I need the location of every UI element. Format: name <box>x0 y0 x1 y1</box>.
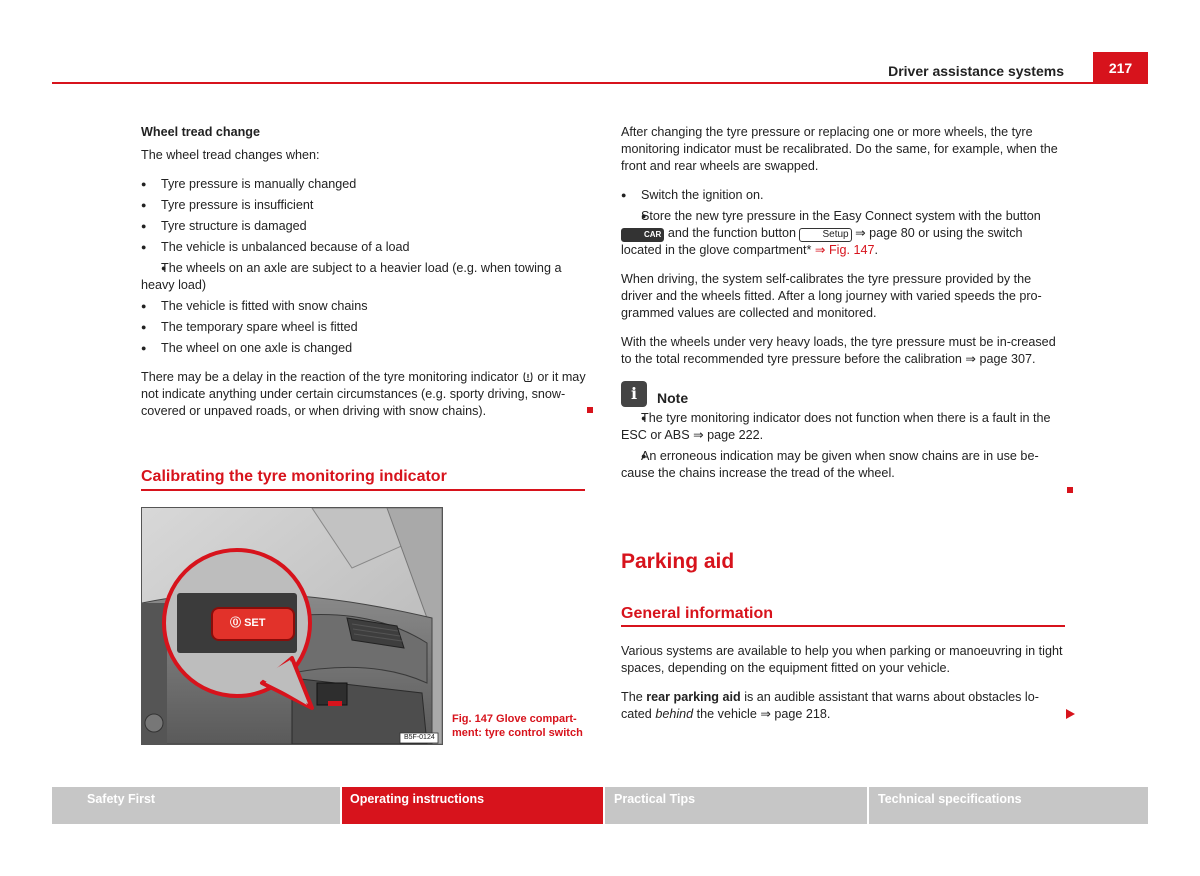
car-key-icon: CAR <box>621 228 664 242</box>
list-item: ● Tyre pressure is manually changed <box>141 176 586 193</box>
note-list <box>621 410 1066 482</box>
continue-arrow-icon <box>1066 709 1075 719</box>
section-end-marker <box>1067 487 1073 493</box>
parking-systems-paragraph: Various systems are available to help you when parking or manoeuvring in tight spaces, depending on the equipment fitted on your vehicle. <box>621 644 1063 675</box>
heavy-load-paragraph: With the wheels under very heavy loads, the tyre pressure must be in-creased to the total recommended tyre pressure before the calibration ⇒ page 307. <box>621 335 1056 366</box>
info-icon: i <box>621 381 647 407</box>
recalibration-paragraph: After changing the tyre pressure or replacing one or more wheels, the tyre monitoring indicator must be recalibrated. Do the same, for example, when the front and rear wheels are swapped. <box>621 125 1058 173</box>
note-header <box>621 380 1066 407</box>
list-item: ● Tyre pressure is insufficient <box>141 197 586 214</box>
calibrating-section-rule <box>141 489 585 491</box>
rear-parking-aid-paragraph: The rear parking aid is an audible assistant that warns about obstacles lo-cated behind the vehicle ⇒ page 218. <box>621 690 1039 721</box>
list-item: ● Store the new tyre pressure in the Easy Connect system with the button CAR and the function button Setup ⇒ page 80 or using the switch located in the glove compartment* ⇒ Fig. 147. <box>621 208 1066 259</box>
general-information-title: General information <box>621 605 774 622</box>
page-number: 217 <box>1093 52 1148 84</box>
tab-safety-first[interactable]: Safety First <box>52 787 340 824</box>
list-item: ● An erroneous indication may be given when snow chains are in use be-cause the chains increase the tread of the wheel. <box>621 448 1066 482</box>
wheel-tread-intro: The wheel tread changes when: <box>141 148 320 162</box>
left-column <box>141 124 586 432</box>
dashboard-illustration <box>142 508 442 744</box>
parking-aid-title: Parking aid <box>621 550 735 573</box>
note-label: Note <box>657 390 689 406</box>
right-column <box>621 124 1066 494</box>
tyre-set-button-label: ⓪ SET <box>230 617 266 629</box>
delay-paragraph: There may be a delay in the reaction of the tyre monitoring indicator or it may not indicate anything under certain circumstances (e.g. sporty driving, snow-covered or unpaved roads, or when driving with snow chains). <box>141 370 586 418</box>
figure-caption: Fig. 147 Glove compart- ment: tyre control switch <box>452 713 583 739</box>
parking-aid-body <box>621 643 1066 735</box>
header-rule <box>52 82 1148 84</box>
tyre-warning-icon <box>522 371 534 383</box>
list-item: ● The wheel on one axle is changed <box>141 340 586 357</box>
tab-operating-instructions[interactable]: Operating instructions <box>342 787 603 824</box>
wheel-tread-heading: Wheel tread change <box>141 125 260 139</box>
calibrating-section-title: Calibrating the tyre monitoring indicator <box>141 468 447 485</box>
list-item: ● The wheels on an axle are subject to a heavier load (e.g. when towing a heavy load) <box>141 260 586 294</box>
wheel-tread-list <box>141 176 586 357</box>
tyre-indicator-icon: ⓪ <box>230 617 241 629</box>
section-end-marker <box>587 407 593 413</box>
tab-technical-specifications[interactable]: Technical specifications <box>869 787 1148 824</box>
figure-reference-link[interactable]: ⇒ Fig. 147 <box>814 243 875 257</box>
list-item: ● Switch the ignition on. <box>621 187 1066 204</box>
general-information-rule <box>621 625 1065 627</box>
list-item: ● The tyre monitoring indicator does not function when there is a fault in the ESC or ABS ⇒ page 222. <box>621 410 1066 444</box>
list-item: ● The temporary spare wheel is fitted <box>141 319 586 336</box>
glove-compartment-figure <box>141 507 443 745</box>
running-header-title: Driver assistance systems <box>888 63 1064 79</box>
tab-practical-tips[interactable]: Practical Tips <box>605 787 867 824</box>
list-item: ● The vehicle is unbalanced because of a load <box>141 239 586 256</box>
list-item: ● The vehicle is fitted with snow chains <box>141 298 586 315</box>
list-item: ● Tyre structure is damaged <box>141 218 586 235</box>
calibration-steps-list <box>621 187 1066 259</box>
image-code-label: B5F-0124 <box>404 734 435 741</box>
setup-key-icon: Setup <box>799 228 851 242</box>
self-calibration-paragraph: When driving, the system self-calibrates the tyre pressure provided by the driver and the wheels fitted. After a long journey with varied speeds the pro-grammed values are collected and monitored. <box>621 272 1042 320</box>
